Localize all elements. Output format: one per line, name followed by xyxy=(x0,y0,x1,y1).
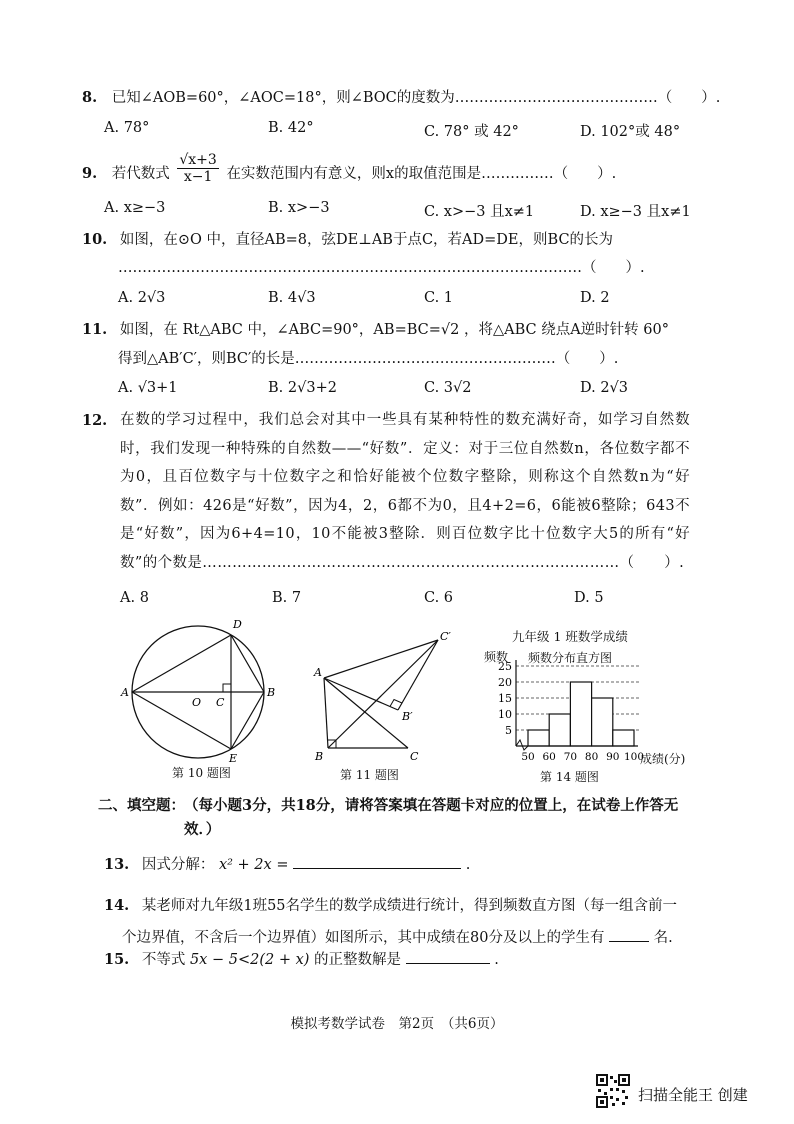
q9-stem xyxy=(82,152,616,185)
q15-post: 的正整数解是 xyxy=(314,952,402,968)
q15-prefix: 不等式 xyxy=(141,952,186,968)
hist-bar xyxy=(592,698,613,746)
fig14-ylabel: 频数 xyxy=(484,650,509,664)
q15-line xyxy=(104,948,499,969)
q9-option-d: D. x≥−3 且x≠1 xyxy=(580,204,691,220)
q14-line1 xyxy=(104,894,677,915)
q10-option-a: A. 2√3 xyxy=(118,290,166,306)
section2-note: （每小题3分，共18分，请将答案填在答题卡对应的位置上，在试卷上作答无效．） xyxy=(184,797,679,838)
q9-option-b: B. x>−3 xyxy=(268,200,330,216)
q11-number: 11. xyxy=(82,321,108,338)
q15-number: 15. xyxy=(104,951,130,968)
figure-10-circle xyxy=(118,620,288,770)
hist-ytick-label: 10 xyxy=(498,708,512,721)
q10-text: 如图，在⊙O 中，直径AB=8，弦DE⊥AB于点C，若AD=DE，则BC的长为 xyxy=(119,232,614,248)
hist-xtick-labels xyxy=(521,751,644,763)
q15-end: . xyxy=(494,952,499,968)
q15-expression: 5x − 5<2(2 + x) xyxy=(189,952,310,968)
fig10-segment-db xyxy=(231,635,264,692)
q10-stem xyxy=(82,228,613,249)
qr-code-icon xyxy=(596,1074,630,1108)
fig11-segment-ab xyxy=(324,678,328,748)
fig10-right-angle-mark xyxy=(223,684,231,692)
hist-ytick-label: 20 xyxy=(498,676,512,689)
q11-option-c: C. 3√2 xyxy=(424,380,472,396)
hist-xtick-label: 50 xyxy=(521,751,535,763)
hist-xtick-label: 80 xyxy=(584,751,599,763)
q12-option-c: C. 6 xyxy=(424,590,454,606)
q10-stem-line2: ……………………………………………………………………………………（ ）. xyxy=(118,260,645,276)
hist-axis-break xyxy=(516,740,528,750)
fig11-label-a: A xyxy=(314,666,322,679)
figure-11-caption: 第 11 题图 xyxy=(340,768,399,782)
fig10-label-a: A xyxy=(121,686,129,699)
q8-option-c: C. 78° 或 42° xyxy=(424,124,519,140)
q14-line2 xyxy=(122,926,673,947)
q13-line xyxy=(104,853,470,874)
fig11-segment-ac xyxy=(324,678,408,748)
fig11-segment-bc1 xyxy=(328,640,438,748)
q11-option-a: A. √3+1 xyxy=(118,380,178,396)
page-footer: 模拟考数学试卷 第2页 （共6页） xyxy=(290,1016,504,1032)
q8-text: 已知∠AOB=60°，∠AOC=18°，则∠BOC的度数为……………………………………（ ）. xyxy=(111,90,721,106)
hist-xtick-label: 60 xyxy=(542,751,556,763)
q14-tail: 名. xyxy=(653,930,673,946)
fig11-segment-ac1 xyxy=(324,640,438,678)
q9-text-pre: 若代数式 xyxy=(111,166,170,182)
q15-answer-blank[interactable] xyxy=(406,963,490,964)
q9-option-c: C. x>−3 且x≠1 xyxy=(424,204,535,220)
fig14-xlabel: 成绩(分) xyxy=(640,752,686,766)
q9-number: 9. xyxy=(82,165,98,182)
hist-ytick-label: 15 xyxy=(498,692,512,705)
q14-text-2: 个边界值，不含后一个边界值）如图所示，其中成绩在80分及以上的学生有 xyxy=(122,930,605,946)
q9-option-a: A. x≥−3 xyxy=(104,200,166,216)
q13-end: . xyxy=(465,857,471,873)
q13-prefix: 因式分解： xyxy=(141,857,215,873)
fig10-label-e: E xyxy=(229,752,238,765)
hist-ytick-label: 25 xyxy=(498,660,512,673)
hist-xtick-label: 70 xyxy=(563,751,578,763)
fig11-label-c1: C′ xyxy=(440,630,451,643)
fig10-segment-be xyxy=(231,692,264,749)
q12-text: 在数的学习过程中，我们总会对其中一些具有某种特性的数充满好奇，如学习自然数时，我们发现一种特殊的自然数——“好数”．定义：对于三位自然数n，各位数字都不为0，且百位数字与十位数字之和恰好能被个位数字整除，则称这个自然数n为“好数”．例如：426是“好数”，因为4，2，6都不为0，且4+2=6，6能被6整除；643不是“好数”，因为6+4=10，10不能被3整除．则百位数字比十位数字大5的所有“好数”的个数是…………………………………………………………………………（ ）. xyxy=(120,412,690,571)
section2-title: 二、填空题： xyxy=(98,797,185,814)
q10-option-b: B. 4√3 xyxy=(268,290,316,306)
hist-bar xyxy=(613,730,634,746)
q12-option-b: B. 7 xyxy=(272,590,302,606)
hist-bar xyxy=(570,682,591,746)
q11-text: 如图，在 Rt△ABC 中，∠ABC=90°，AB=BC=√2 ，将△ABC 绕点A逆时针转 60° xyxy=(119,322,669,338)
q8-option-d: D. 102°或 48° xyxy=(580,124,681,140)
q10-option-d: D. 2 xyxy=(580,290,610,306)
figure-10-caption: 第 10 题图 xyxy=(172,766,231,780)
q11-option-b: B. 2√3+2 xyxy=(268,380,337,396)
hist-xtick-label: 100 xyxy=(623,751,645,763)
q11-stem xyxy=(82,318,669,339)
q13-expression: x² + 2x = xyxy=(218,857,289,873)
q8-option-a: A. 78° xyxy=(104,120,150,136)
hist-ytick-labels xyxy=(498,660,512,737)
fig11-label-b1: B′ xyxy=(402,710,413,723)
q9-frac-numerator: √x+3 xyxy=(179,152,217,168)
fig11-label-b: B xyxy=(315,750,324,763)
q13-answer-blank[interactable] xyxy=(293,868,461,869)
q10-number: 10. xyxy=(82,231,108,248)
q9-frac-denominator: x−1 xyxy=(183,169,213,185)
q9-fraction xyxy=(177,152,218,185)
q13-number: 13. xyxy=(104,856,130,873)
q9-text-post: 在实数范围内有意义，则x的取值范围是……………（ ）. xyxy=(226,166,617,182)
fig14-title-2: 频数分布直方图 xyxy=(528,651,613,665)
hist-ytick-label: 5 xyxy=(505,724,512,737)
q12-number: 12. xyxy=(82,412,108,429)
fig11-segment-ab1 xyxy=(324,678,398,710)
q14-answer-blank[interactable] xyxy=(609,941,649,942)
q14-number: 14. xyxy=(104,897,130,914)
fig11-label-c: C xyxy=(410,750,419,763)
fig10-label-o: O xyxy=(192,696,202,709)
hist-bar xyxy=(549,714,570,746)
figure-14-histogram xyxy=(486,660,656,764)
fig10-segment-ad xyxy=(132,635,231,692)
fig14-title-1: 九年级 1 班数学成绩 xyxy=(512,629,628,644)
fig10-label-d: D xyxy=(233,620,242,631)
scanner-watermark-text: 扫描全能王 创建 xyxy=(638,1086,748,1104)
q12-option-d: D. 5 xyxy=(574,590,604,606)
q14-text-1: 某老师对九年级1班55名学生的数学成绩进行统计，得到频数直方图（每一组含前一 xyxy=(141,898,678,914)
q11-stem-line2: 得到△AB′C′，则BC′的长是………………………………………………（ ）. xyxy=(118,351,619,367)
q8-option-b: B. 42° xyxy=(268,120,314,136)
fig11-segment-b1c1 xyxy=(398,640,438,710)
figure-11-triangles xyxy=(312,626,472,766)
figure-14-caption: 第 14 题图 xyxy=(540,770,599,784)
q11-option-d: D. 2√3 xyxy=(580,380,629,396)
q10-option-c: C. 1 xyxy=(424,290,454,306)
q12-option-a: A. 8 xyxy=(120,590,149,606)
fig10-label-c: C xyxy=(216,696,225,709)
hist-bar xyxy=(528,730,549,746)
hist-xtick-label: 90 xyxy=(606,751,620,763)
q8-number: 8. xyxy=(82,89,98,106)
q8-stem xyxy=(82,86,720,107)
fig10-label-b: B xyxy=(267,686,276,699)
section2-heading xyxy=(98,794,185,815)
